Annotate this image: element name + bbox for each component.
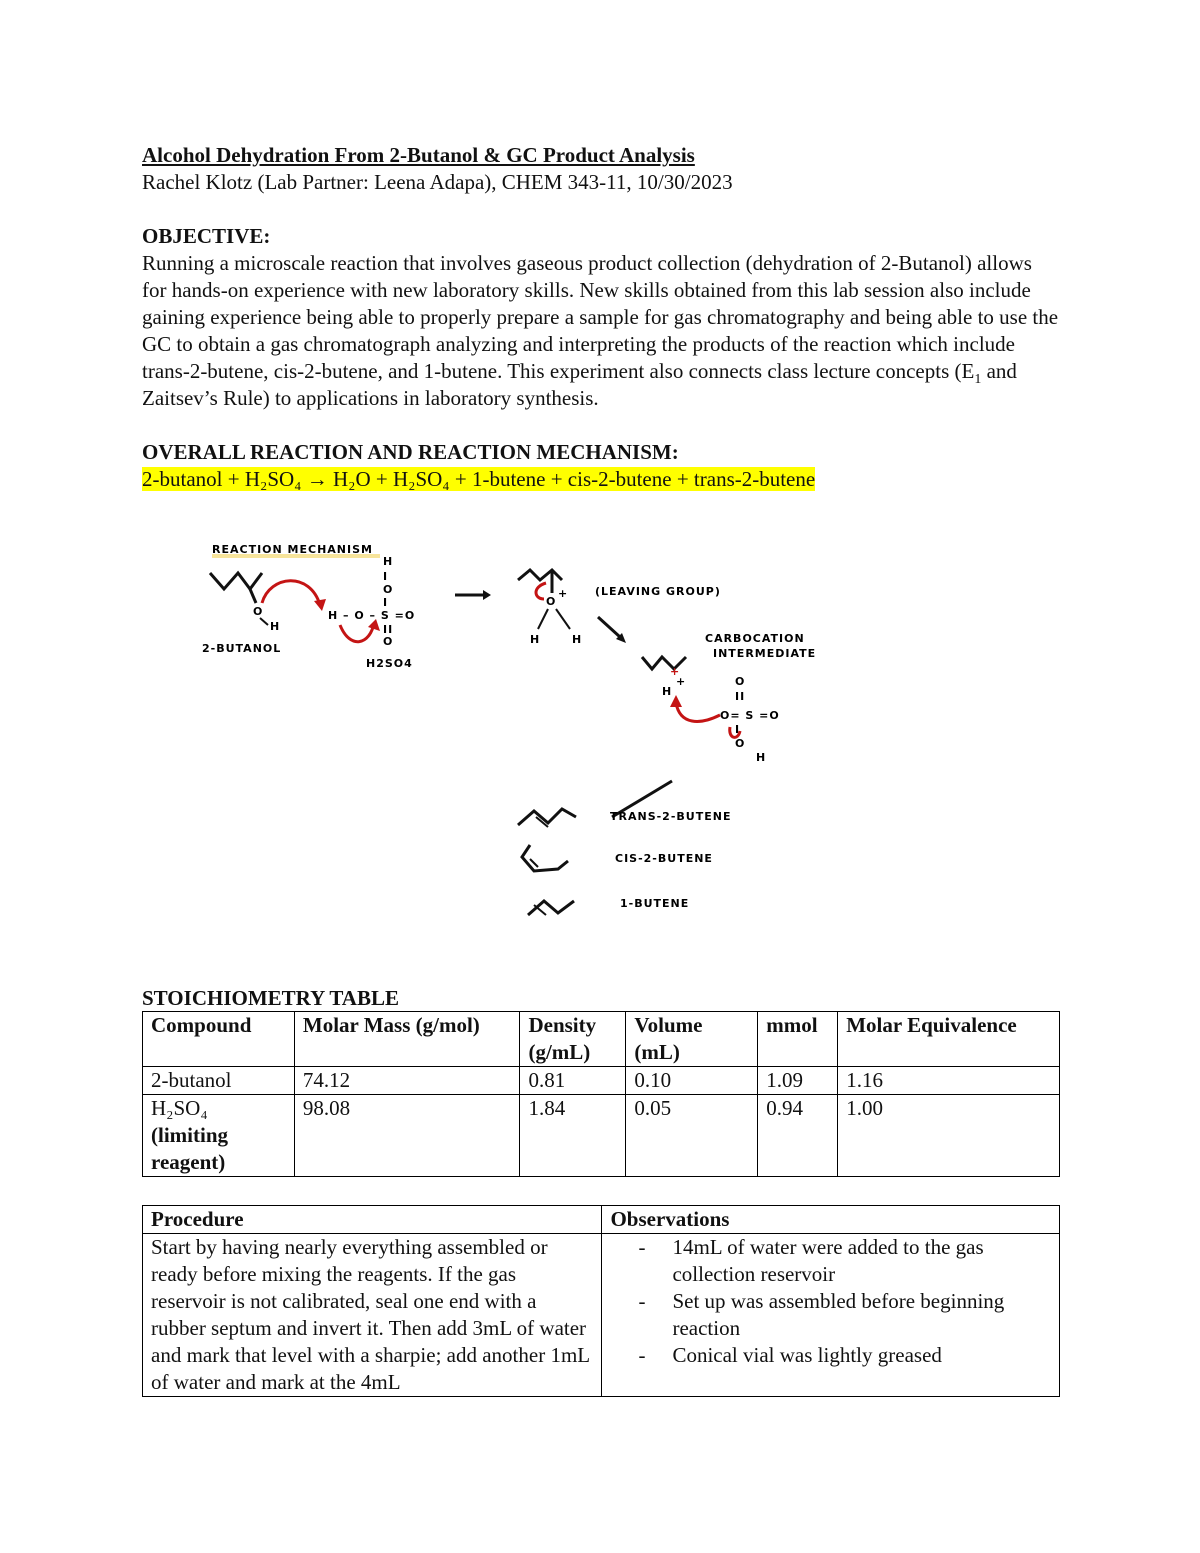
cell-compound bbox=[143, 1095, 295, 1177]
label-h2so4: H2SO4 bbox=[366, 657, 413, 670]
reaction-heading: OVERALL REACTION AND REACTION MECHANISM: bbox=[142, 440, 679, 464]
svg-text:O: O bbox=[383, 635, 394, 648]
observations-list bbox=[610, 1234, 1051, 1369]
table-header-row bbox=[143, 1206, 1060, 1234]
svg-text:H: H bbox=[662, 685, 673, 698]
cell-compound: 2-butanol bbox=[143, 1067, 295, 1095]
document-title: Alcohol Dehydration From 2-Butanol & GC Product Analysis bbox=[142, 143, 695, 167]
list-item: - Conical vial was lightly greased bbox=[610, 1342, 1051, 1369]
col-observations: Observations bbox=[602, 1206, 1060, 1234]
col-mmol: mmol bbox=[758, 1012, 838, 1067]
trans-2-butene-structure bbox=[518, 809, 576, 825]
svg-text:H: H bbox=[572, 633, 583, 646]
svg-text:II: II bbox=[383, 623, 394, 636]
limiting-reagent-note: (limiting reagent) bbox=[151, 1123, 228, 1174]
procedure-table bbox=[142, 1205, 1060, 1397]
objective-subscript: 1 bbox=[974, 372, 982, 388]
label-carbocation-2: INTERMEDIATE bbox=[713, 647, 817, 660]
objective-text-1: Running a microscale reaction that involves gaseous product collection (dehydration of 2-Butanol) allows for hands-on experience with new laboratory skills. New skills obtained from this lab session also include gaining experience being able to properly prepare a sample for gas chromatography and being able to use the GC to obtain a gas chromatograph analyzing and interpreting the products of the reaction which include trans-2-butene, cis-2-butene, and 1-butene. This experiment also connects class lecture concepts (E bbox=[142, 251, 1059, 383]
svg-text:H: H bbox=[530, 633, 541, 646]
label-cis-2-butene: CIS-2-BUTENE bbox=[615, 852, 713, 865]
svg-text:II: II bbox=[735, 690, 746, 703]
compound-name: H₂SO₄ bbox=[151, 1096, 208, 1120]
stoichiometry-heading: STOICHIOMETRY TABLE bbox=[142, 986, 399, 1010]
svg-text:O= S =O: O= S =O bbox=[720, 709, 780, 722]
document-body bbox=[142, 142, 1060, 493]
svg-text:O: O bbox=[735, 737, 746, 750]
svg-text:O: O bbox=[383, 583, 394, 596]
cell-volume: 0.05 bbox=[626, 1095, 758, 1177]
label-leaving-group: (LEAVING GROUP) bbox=[595, 585, 721, 598]
col-compound: Compound bbox=[143, 1012, 295, 1067]
reaction-equation: 2-butanol + H₂SO₄ → H₂O + H₂SO₄ + 1-butene + cis-2-butene + trans-2-butene bbox=[142, 467, 816, 491]
svg-text:H: H bbox=[270, 620, 281, 633]
label-trans-2-butene: TRANS-2-BUTENE bbox=[610, 810, 732, 823]
reaction-mechanism-figure bbox=[200, 535, 840, 925]
list-item: - Set up was assembled before beginning reaction bbox=[610, 1288, 1051, 1342]
label-carbocation-1: CARBOCATION bbox=[705, 632, 805, 645]
cell-mmol: 0.94 bbox=[758, 1095, 838, 1177]
svg-text:O: O bbox=[546, 595, 557, 608]
col-molar-mass: Molar Mass (g/mol) bbox=[294, 1012, 520, 1067]
list-item: - 14mL of water were added to the gas collection reservoir bbox=[610, 1234, 1051, 1288]
svg-text:I: I bbox=[383, 570, 389, 583]
svg-text:+: + bbox=[670, 665, 681, 678]
cell-equivalence: 1.16 bbox=[838, 1067, 1060, 1095]
table-row bbox=[143, 1067, 1060, 1095]
cis-2-butene-structure bbox=[522, 845, 568, 871]
byline: Rachel Klotz (Lab Partner: Leena Adapa), CHEM 343-11, 10/30/2023 bbox=[142, 170, 733, 194]
mechanism-title: REACTION MECHANISM bbox=[212, 543, 373, 556]
stoichiometry-table bbox=[142, 1011, 1060, 1177]
objective-paragraph bbox=[142, 250, 1060, 412]
procedure-text: Start by having nearly everything assembled or ready before mixing the reagents. If the gas reservoir is not calibrated, seal one end with a rubber septum and invert it. Then add 3mL of water and mark that level with a sharpie; add another 1mL of water and mark at the 4mL bbox=[143, 1234, 602, 1397]
observations-cell bbox=[602, 1234, 1060, 1397]
1-butene-structure bbox=[528, 901, 574, 915]
svg-text:H: H bbox=[383, 555, 394, 568]
label-2-butanol: 2-BUTANOL bbox=[202, 642, 282, 655]
label-1-butene: 1-BUTENE bbox=[620, 897, 690, 910]
svg-text:H – O – S =O: H – O – S =O bbox=[328, 609, 416, 622]
cell-molar-mass: 98.08 bbox=[294, 1095, 520, 1177]
svg-text:O: O bbox=[735, 675, 746, 688]
objective-text-2: and Zaitsev’s Rule) to applications in laboratory synthesis. bbox=[142, 359, 1017, 410]
butanol-structure bbox=[210, 573, 262, 589]
table-row bbox=[143, 1234, 1060, 1397]
svg-text:I: I bbox=[383, 596, 389, 609]
svg-text:H: H bbox=[756, 751, 767, 764]
cell-density: 1.84 bbox=[520, 1095, 626, 1177]
table-row bbox=[143, 1095, 1060, 1177]
cell-mmol: 1.09 bbox=[758, 1067, 838, 1095]
cell-molar-mass: 74.12 bbox=[294, 1067, 520, 1095]
cell-equivalence: 1.00 bbox=[838, 1095, 1060, 1177]
svg-text:+: + bbox=[558, 587, 569, 600]
cell-density: 0.81 bbox=[520, 1067, 626, 1095]
cell-volume: 0.10 bbox=[626, 1067, 758, 1095]
col-procedure: Procedure bbox=[143, 1206, 602, 1234]
col-volume: Volume (mL) bbox=[626, 1012, 758, 1067]
svg-text:I: I bbox=[735, 723, 741, 736]
col-molar-equivalence: Molar Equivalence bbox=[838, 1012, 1060, 1067]
objective-heading: OBJECTIVE: bbox=[142, 224, 271, 248]
svg-text:O: O bbox=[253, 605, 264, 618]
arrow-attack-icon bbox=[262, 581, 320, 605]
table-header-row bbox=[143, 1012, 1060, 1067]
col-density: Density (g/mL) bbox=[520, 1012, 626, 1067]
svg-text:+: + bbox=[676, 675, 687, 688]
